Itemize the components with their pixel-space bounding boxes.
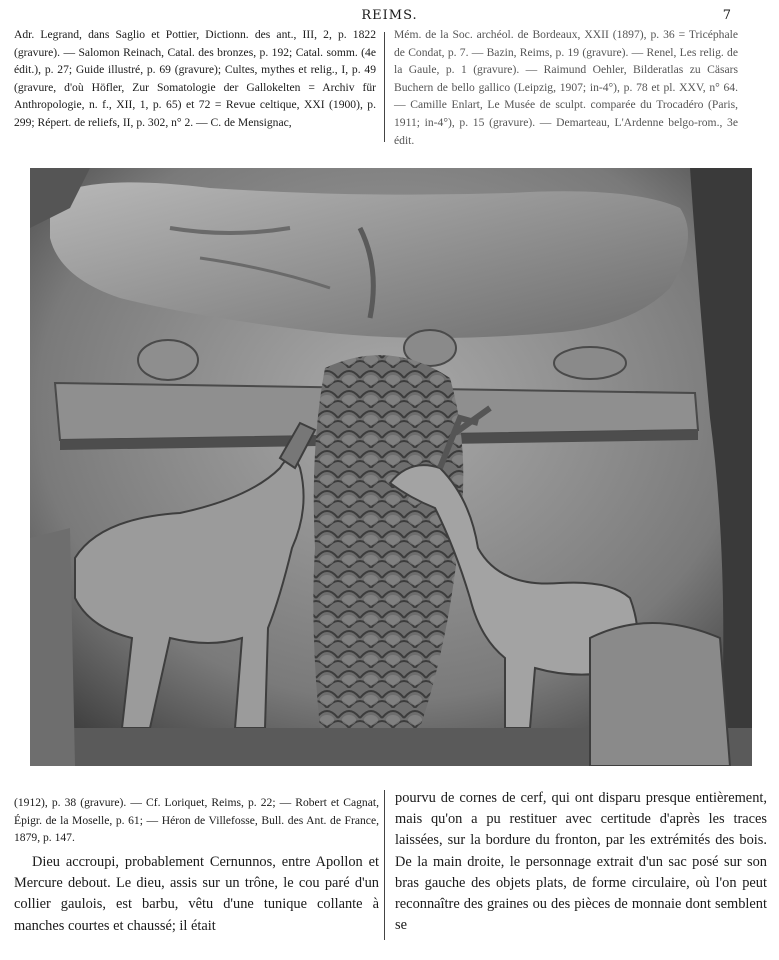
relief-photograph [30, 168, 752, 766]
running-title: REIMS. [361, 8, 418, 23]
top-right-references: Mém. de la Soc. archéol. de Bordeaux, XXII (1897), p. 36 = Tricéphale de Condat, p. 7. — Bazin, Reims, p. 19 (gravure). — Renel, Les relig. de la Gaule, p. 1 (gravure). — Raimund Oehler, Bilderatlas zu Cäsars Buchern de bello gallico (Leipzig, 1907; in-4°), p. 78 et pl. XXV, n° 64. — Camille Enlart, Le Musée de sculpt. comparée du Trocadéro (Paris, 1911; in-4°), p. 15 (gravure). — Demarteau, L'Ardenne belgo-rom., 3e édit. [394, 28, 738, 147]
page-number: 7 [722, 8, 731, 23]
description-paragraph-left: Dieu accroupi, probablement Cernunnos, entre Apollon et Mercure debout. Le dieu, assis sur un trône, le cou paré d'un collier gaulois, est barbu, vêtu d'une tunique collante à manches courtes et chaussé; il était [14, 854, 379, 934]
coin-object-3 [554, 347, 626, 379]
relief-plate-svg [30, 168, 752, 766]
description-paragraph-right: pourvu de cornes de cerf, qui ont disparu presque entièrement, mais qu'on a pu restituer avec certitude d'après les traces laissées, sur la bordure du fronton, par les extrémités des bois. De la main droite, le personnage extrait d'un sac posé sur son bras gauche des objets plats, de forme circulaire, où l'on peut reconnaître des graines ou des pièces de monnaie dont semblent se [395, 790, 767, 934]
lower-right-stone [590, 623, 730, 766]
left-edge-stone [30, 528, 75, 766]
column-rule-top [384, 32, 385, 142]
coin-object-1 [138, 340, 198, 380]
bottom-left-references: (1912), p. 38 (gravure). — Cf. Loriquet, Reims, p. 22; — Robert et Cagnat, Épigr. de la Moselle, p. 61; — Héron de Villefosse, Bull. des Ant. de France, 1879, p. 147. [14, 796, 379, 845]
column-rule-bottom [384, 790, 385, 940]
running-head [0, 8, 779, 28]
top-left-references: Adr. Legrand, dans Saglio et Pottier, Dictionn. des ant., III, 2, p. 1822 (gravure). — Salomon Reinach, Catal. des bronzes, p. 192; Catal. somm. (4e édit.), p. 27; Guide illustré, p. 69 (gravure); Cultes, mythes et relig., I, p. 49 (gravure, d'où Höfler, Zur Somatologie der Gallokelten = Archiv für Anthropologie, n. f., XII, 1, p. 65) et 72 = Revue celtique, XXI (1900), p. 299; Répert. de reliefs, II, p. 302, n° 2. — C. de Mensignac, [14, 28, 376, 129]
